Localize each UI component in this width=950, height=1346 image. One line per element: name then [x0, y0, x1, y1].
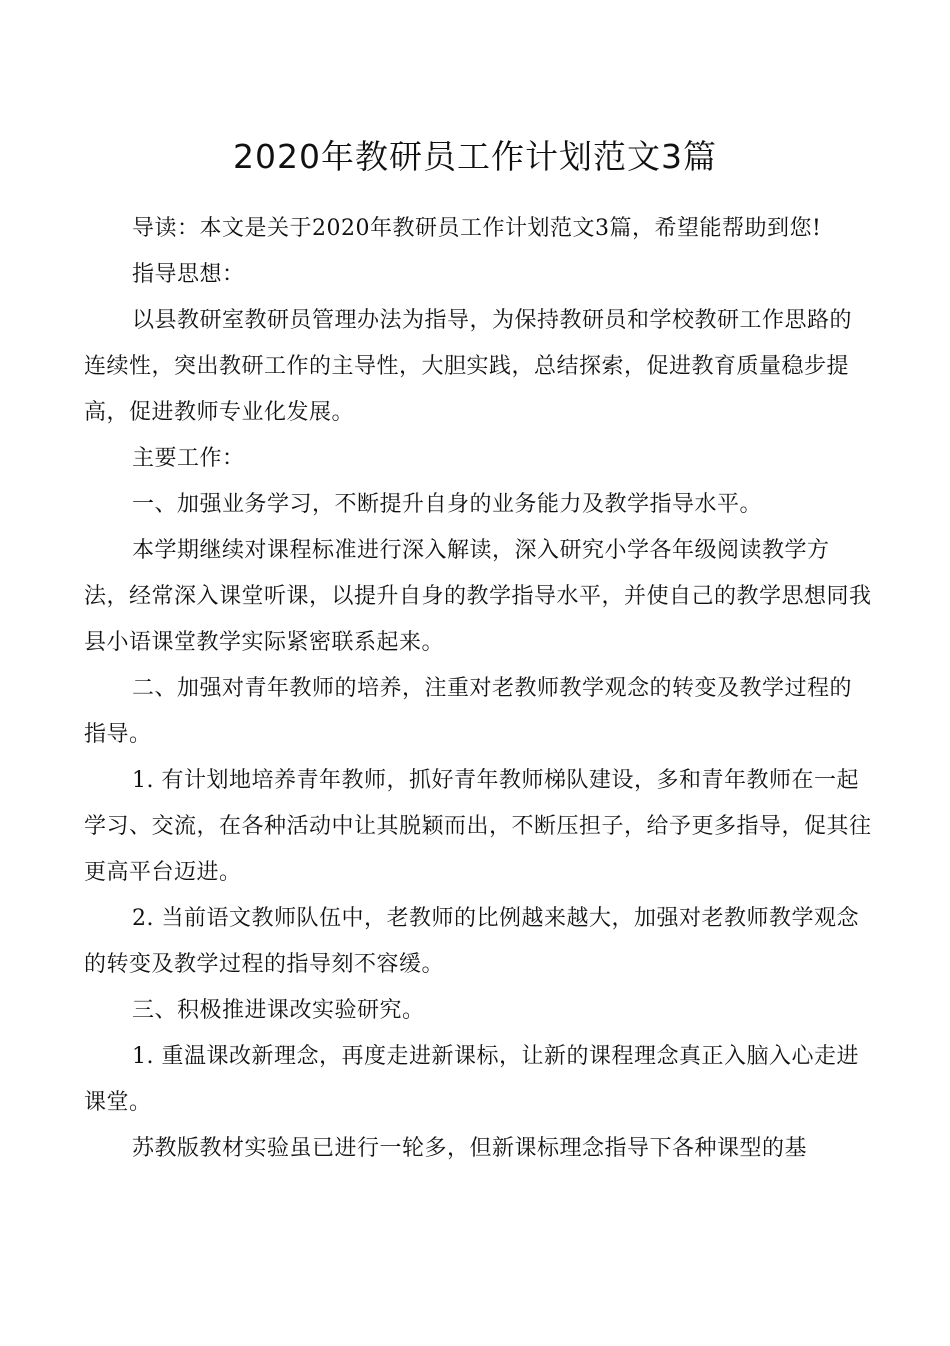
paragraph-section-three-item-1: 1. 重温课改新理念，再度走进新课标，让新的课程理念真正入脑入心走进课堂。 [84, 1044, 859, 1115]
paragraph-intro: 导读：本文是关于2020年教研员工作计划范文3篇，希望能帮助到您! [132, 216, 822, 241]
paragraph-item-2: 2. 当前语文教师队伍中，老教师的比例越来越大，加强对老教师教学观念的转变及教学过程的指导刻不容缓。 [84, 906, 859, 977]
paragraph-guiding-heading: 指导思想： [132, 262, 245, 287]
document-body [84, 206, 874, 1172]
document-title: 2020年教研员工作计划范文3篇 [233, 137, 717, 176]
paragraph-main-work-heading: 主要工作： [132, 446, 245, 471]
paragraph-section-three: 三、积极推进课改实验研究。 [132, 998, 425, 1023]
paragraph-item-1: 1. 有计划地培养青年教师，抓好青年教师梯队建设，多和青年教师在一起学习、交流，在各种活动中让其脱颖而出，不断压担子，给予更多指导，促其往更高平台迈进。 [84, 768, 872, 885]
paragraph-section-one: 一、加强业务学习，不断提升自身的业务能力及教学指导水平。 [132, 492, 763, 517]
paragraph-section-two: 二、加强对青年教师的培养，注重对老教师教学观念的转变及教学过程的指导。 [84, 676, 853, 747]
paragraph-section-one-text: 本学期继续对课程标准进行深入解读，深入研究小学各年级阅读教学方法，经常深入课堂听课，以提升自身的教学指导水平，并使自己的教学思想同我县小语课堂教学实际紧密联系起来。 [84, 538, 872, 655]
paragraph-continued: 苏教版教材实验虽已进行一轮多，但新课标理念指导下各种课型的基 [132, 1136, 808, 1161]
paragraph-guiding-text: 以县教研室教研员管理办法为指导，为保持教研员和学校教研工作思路的连续性，突出教研工作的主导性，大胆实践，总结探索，促进教育质量稳步提高，促进教师专业化发展。 [84, 308, 853, 425]
